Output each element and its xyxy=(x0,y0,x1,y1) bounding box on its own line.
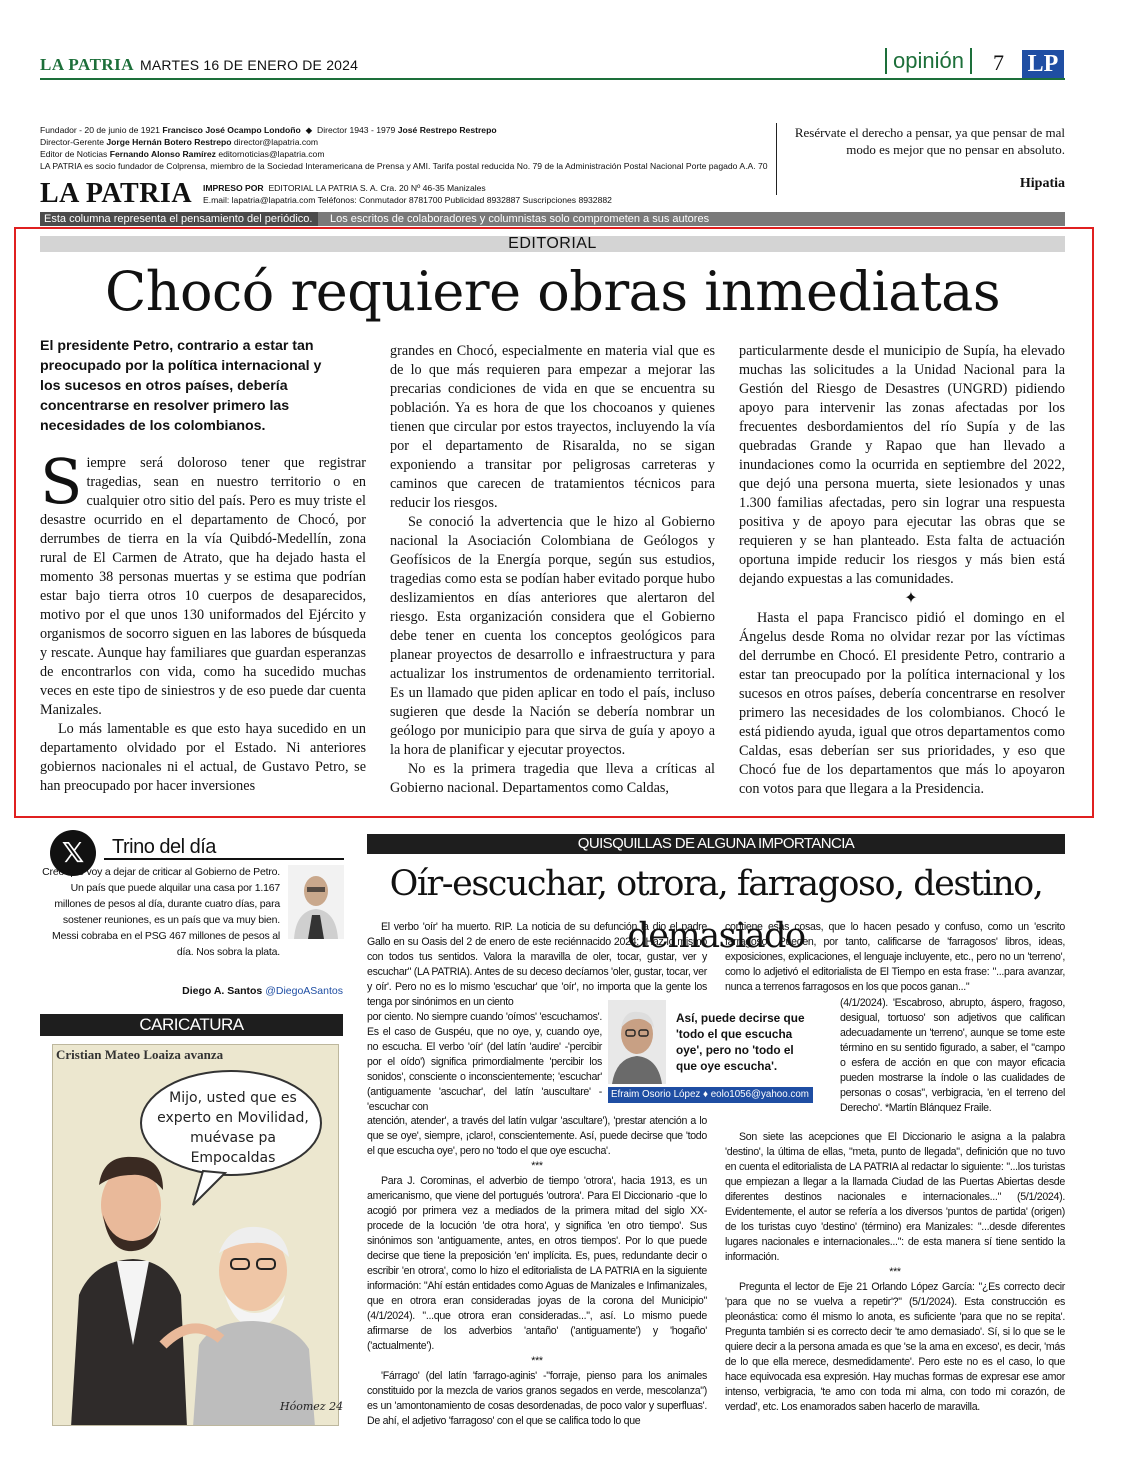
columnist-photo xyxy=(608,1000,666,1084)
quisquillas-paragraph: atención, atender', a través del latín vulgar 'ascultare'), 'prestar atención a lo que se oye', siempre, ¡claro!, conscientemente. Así, puede decirse que 'todo el que escucha oye', pero no 'todo el que oye escucha'. xyxy=(367,1115,707,1157)
contact-info: E.mail: lapatria@lapatria.com Teléfonos: Conmutador 8781700 Publicidad 8932887 Suscripciones 8932882 xyxy=(203,195,612,205)
founder-name: Francisco José Ocampo Londoño xyxy=(162,125,301,135)
quisquillas-paragraph: (4/1/2024). 'Escabroso, abrupto, áspero, fragoso, desigual, tortuoso' son adjetivos que califican adecuadamente un 'terreno', aunque se tome este término en su sentido figurado, a saber, el "campo o esfera de acción en que con mayor eficacia pueden mostrarse la índole o las cualidades de personas o cosas", verbigracia, 'en el terreno del Derecho'. *Martín Blánquez Fraile. xyxy=(840,997,1065,1114)
trino-text: Creo que voy a dejar de criticar al Gobierno de Petro. Un país que puede alquilar una casa por 1.167 millones de pesos al día, durante cuatro días, para sostener reuniones, es un país que va muy bien. Messi cobraba en el PSG 467 millones de pesos al día. Nos sobra la plata. xyxy=(42,866,280,958)
editorial-kicker: EDITORIAL xyxy=(508,235,597,252)
editor-email[interactable]: editornoticias@lapatria.com xyxy=(218,149,325,159)
caricature-signature: Hóomez 24 xyxy=(280,1400,344,1413)
editor-label: Editor de Noticias xyxy=(40,149,108,159)
quisquillas-column-1 xyxy=(367,920,707,1010)
disclaimer-left: Esta columna representa el pensamiento del periódico. xyxy=(40,212,318,226)
editor-name: Fernando Alonso Ramírez xyxy=(109,149,216,159)
page-number: 7 xyxy=(993,50,1004,75)
quisquillas-kicker: QUISQUILLAS DE ALGUNA IMPORTANCIA xyxy=(577,835,855,852)
masthead-founders xyxy=(40,124,497,136)
quisquillas-paragraph: Son siete las acepciones que El Diccionario le asigna a la palabra 'destino', la última de ellas, "meta, punto de llegada", definición que no tuvo en cuenta el editorialista de LA PATRIA al redactar lo siguiente: "...los turistas que empiezan a llegar a la llamada Ciudad de las Puertas Abiertas desde diferentes destinos nacionales e internacionales..." (5/1/2024). Evidentemente, el autor se refería a los diversos 'puntos de partida' (origen) de los turistas cuyo 'destino' (término) era Manizales: "...desde diferentes lugares nacionales e internacionales...": de esta manera sí tiene sentido la información. xyxy=(725,1131,1065,1263)
trino-author-photo xyxy=(288,865,344,939)
quisquillas-column-2-bottom xyxy=(725,1130,1065,1415)
pull-quote: Así, puede decirse que 'todo el que escucha oye', pero no 'todo el que oye escucha'. xyxy=(676,1011,805,1073)
section-separator: *** xyxy=(531,1160,543,1172)
section-separator: *** xyxy=(889,1266,901,1278)
editorial-paragraph: grandes en Chocó, especialmente en materia vial que es de lo que más requieren para empezar a mejorar las precarias condiciones de vida en que se encuentra su población. Ya es hora de que los chocoanos y quienes tienen que circular por estos trayectos, incluyendo la vía por el departamento de Risaralda, no se sigan exponiendo a transitar por peligrosas carreteras y caminos que carecen de tratamientos técnicos para reducir los riesgos. xyxy=(390,343,715,511)
section-separator: *** xyxy=(531,1355,543,1367)
editorial-paragraph: Se conoció la advertencia que le hizo al Gobierno nacional la Asociación Colombiana de Geólogos y Geofísicos de la Energía porque, según sus estudios, tragedias como esta se podían haber evitado porque hubo deslizamientos en días anteriores que alertaron del riesgo. Esta organización considera que el Gobierno debe tener en cuenta los conceptos geológicos para planear proyectos de desarrollo e infraestructura y para actualizar los instrumentos de ordenamiento territorial. Es un llamado que piden aplicar en todo el país, incluso sugieren que desde la Nación se debería nombrar un geólogo por municipio para que sirva de guía y apoyo a la hora de planificar y ejecutar proyectos. xyxy=(390,514,715,758)
quisquillas-paragraph: por ciento. No siempre cuando 'oímos' 'escuchamos'. Es el caso de Guspéu, que no oye, y, cuando oye, no escucha. El verbo 'oír' (del latín 'audire' -'percibir por el oído') significa primordialmente 'percibir los sonidos', consciente o inconscientemente; 'escuchar' (antiguamente 'ascuchar', del latín 'auscultare' -'escuchar con xyxy=(367,1011,602,1113)
director-name: José Restrepo Restrepo xyxy=(397,125,497,135)
section-label: opinión xyxy=(885,48,972,74)
masthead-logo: LA PATRIA xyxy=(40,178,193,209)
founder-label: Fundador - 20 de junio de 1921 xyxy=(40,125,160,135)
newspaper-logo: LA PATRIA xyxy=(40,55,135,74)
editorial-column-3 xyxy=(739,342,1065,799)
quisquillas-column-2 xyxy=(725,920,1065,995)
quisquillas-paragraph: 'Fárrago' (del latín 'farrago-aginis' -"forraje, pienso para los animales constituido por la mezcla de varios granos segados en verde, mescolanza") es un 'amontonamiento de cosas desordenadas, de poco valor y superfluas'. De ahí, el adjetivo 'farragoso' con el que se califica todo lo que xyxy=(367,1370,707,1427)
disclaimer-right: Los escritos de colaboradores y columnistas solo comprometen a sus autores xyxy=(330,213,710,225)
paragraph-text: iempre será doloroso tener que registrar tragedias, sean en nuestro territorio o en cualquier otro sitio del país. Pero es muy triste el desastre ocurrido en el departamento de Chocó, por derrumbes de tierra en la vía Quibdó-Medellín, zona rural de El Carmen de Atrato, que ha dejado hasta el momento 38 personas muertas y se estima que podrían estar bajo tierra otros 10 cuerpos de desaparecidos, motivo por el que unos 130 uniformados del Ejército y organismos de socorro siguen en las labores de búsqueda y rescate. Aunque hay familiares que guardan esperanzas de encontrarlos con vida, como ha sucedido muchas veces en este tipo de siniestros y de eso puede dar cuenta Manizales. xyxy=(40,455,366,718)
quisquillas-column-1-bottom xyxy=(367,1114,707,1429)
quisquillas-paragraph: Para J. Corominas, el adverbio de tiempo 'otrora', hacia 1913, es un americanismo, que viene del portugués 'outrora'. Para El Diccionario -que lo acogió por primera vez a mediados de la primera mitad del siglo XX- procede de la locución 'de otra hora', y significa 'en otro tiempo'. Sus sinónimos son 'antiguamente, antes, en otros tiempos'. Por lo que puede decirse que tiene la preposición 'en' implícita. Es, pues, redundante decir o escribir 'en otrora', como lo hizo el editorialista de LA PATRIA en la siguiente información: "Ahí están entidades como Aguas de Manizales e Infimanizales, que en otrora eran consideradas joyas de la corona del Municipio" (4/1/2024). "...que otrora eran consideradas...", así. Lo mismo puede afirmarse de los adverbios 'antaño' ('antiguamente') y 'hogaño' ('actualmente'). xyxy=(367,1175,707,1352)
quisquillas-column-2-narrow xyxy=(840,996,1065,1116)
quisquillas-paragraph: Pregunta el lector de Eje 21 Orlando López García: "¿Es correcto decir 'para que no se vuelva a repetir'?" (5/1/2024). Esta construcción es pleonástica: como él mismo lo anota, es suficiente 'para que no se repita'. Pregunta también si es correcto decir 'te amo demasiado'. Sí, si lo que se le quiere decir a la persona amada es que 'se la ama en exceso', es decir, 'más de lo que ella merece, desmedidamente'. Pero este no es el caso, lo que hace equivocada esa expresión. Hay muchas formas de expresar ese amor intenso, verbigracia, 'te amo con toda mi alma, con todo mi corazón, de verdad', etc. Los enamorados saben hacerlo de maravilla. xyxy=(725,1281,1065,1413)
drop-cap: S xyxy=(40,445,83,518)
printer-label: IMPRESO POR xyxy=(203,183,264,193)
editorial-paragraph: Hasta el papa Francisco pidió el domingo en el Ángelus desde Roma no olvidar rezar por las víctimas del derrumbe en Chocó. El presidente Petro, contrario a estar tan preocupado por la política internacional y los sucesos en otros países, debería concentrarse en resolver primero las necesidades de los colombianos. Chocó le está pidiendo ayuda, igual que otros departamentos como Caldas, esas deberían ser sus prioridades, y eso que Chocó fue de los departamentos que más lo apoyaron con votos para que llegara a la Presidencia. xyxy=(739,610,1065,797)
quisquillas-headline: Oír-escuchar, otrora, farragoso, destino, demasiado xyxy=(389,864,1043,956)
editorial-paragraph xyxy=(40,445,366,720)
editorial-lead: El presidente Petro, contrario a estar tan preocupado por la política internacional y los sucesos en otros países, debería concentrarse en resolver primero las necesidades de los colombianos. xyxy=(40,338,322,434)
header-divider xyxy=(40,78,1065,80)
diamond-icon: ◆ xyxy=(303,125,315,135)
masthead-manager xyxy=(40,136,318,148)
quisquillas-paragraph: contiene esas cosas, que lo hacen pesado y confuso, como un 'escrito farragoso'. Pueden, por tanto, calificarse de 'farragosos' libros, ideas, exposiciones, explicaciones, el lenguaje incluyente, etc., pero no un 'terreno', como lo adjetivó el editorialista de El Tiempo en esta frase: "...para avanzar, nunca a terrenos farragosos en los que pocos ganan..." xyxy=(725,921,1065,993)
trino-author xyxy=(40,985,343,997)
columnist-byline: Efraim Osorio López ♦ eolo1056@yahoo.com xyxy=(611,1089,809,1100)
quote-text: Resérvate el derecho a pensar, ya que pensar de mal modo es mejor que no pensar en absoluto. xyxy=(794,125,1065,157)
issue-date: MARTES 16 DE ENERO DE 2024 xyxy=(140,57,359,73)
editorial-headline: Chocó requiere obras inmediatas xyxy=(104,260,1001,323)
masthead-divider xyxy=(776,123,777,195)
manager-label: Director-Gerente xyxy=(40,137,104,147)
editorial-column-1 xyxy=(40,445,366,796)
masthead-membership: LA PATRIA es socio fundador de Colprensa, miembro de la Sociedad Interamericana de Prensa y AMI. Tarifa postal reducida No. 79 de la Administración Postal Nacional Porte pagado A.A. 70 xyxy=(40,161,768,171)
trino-author-name: Diego A. Santos xyxy=(182,985,263,997)
editorial-paragraph: particularmente desde el municipio de Supía, ha elevado muchas las solicitudes a la Unidad Nacional para la Gestión del Riesgo de Desastres (UNGRD) pidiendo apoyo para intervenir las zonas afectadas por los frecuentes desbordamientos del río Supía y de las quebradas Grande y Rapao que han llevado a inundaciones como la ocurrida en septiembre del 2022, que dejó una persona muerta, siete lesionados y unas 1.300 familias afectadas, pero sin lograr una respuesta positiva y de apoyo para ejecutar las obras que se requieren y se han planteado. Esta falta de actuación oportuna impide reducir los riesgos y más bien está dejando expuestas a las comunidades. xyxy=(739,343,1065,587)
quisquillas-paragraph: El verbo 'oír' ha muerto. RIP. La noticia de su defunción la dio el padre Gallo en su Oasis del 2 de enero de este reciénnacido 2024: "Haz lo mismo con todos tus sentidos. Valora la maravilla de oler, tocar, gustar, ver y escuchar" (LA PATRIA). Antes de su deceso decíamos 'oler, gustar, tocar, ver y oír'. Pero no es lo mismo 'escuchar' que 'oír', no importa que la gente los tenga por sinónimos en un ciento xyxy=(367,921,707,1008)
printer-address: EDITORIAL LA PATRIA S. A. Cra. 20 Nº 46-35 Manizales xyxy=(268,183,486,193)
trino-handle[interactable]: @DiegoASantos xyxy=(265,985,343,997)
caricatura-title: CARICATURA xyxy=(139,1015,244,1034)
quisquillas-column-1-narrow xyxy=(367,1010,602,1115)
manager-name: Jorge Hernán Botero Restrepo xyxy=(106,137,232,147)
editorial-paragraph: No es la primera tragedia que lleva a críticas al Gobierno nacional. Departamentos como Caldas, xyxy=(390,761,715,796)
editorial-column-2 xyxy=(390,342,715,798)
manager-email[interactable]: director@lapatria.com xyxy=(233,137,319,147)
masthead-editor xyxy=(40,148,324,160)
x-logo-icon: 𝕏 xyxy=(50,830,96,876)
caricature-caption: Cristian Mateo Loaiza avanza xyxy=(56,1047,224,1062)
quote-author: Hipatia xyxy=(1019,176,1065,191)
editorial-paragraph: Lo más lamentable es que esto haya sucedido en un departamento olvidado por el Estado. Ni anteriores gobiernos nacionales ni el actual, de Gustavo Petro, se han preocupado por hacer inversiones xyxy=(40,721,366,794)
printer-info xyxy=(203,182,612,206)
trino-title: Trino del día xyxy=(112,836,216,858)
speech-bubble-text: Mijo, usted que es experto en Movilidad, muévase pa Empocaldas xyxy=(157,1090,309,1166)
ornament-icon: ✦ xyxy=(904,590,918,607)
director-label: Director 1943 - 1979 xyxy=(316,125,396,135)
brand-badge: LP xyxy=(1022,50,1064,78)
